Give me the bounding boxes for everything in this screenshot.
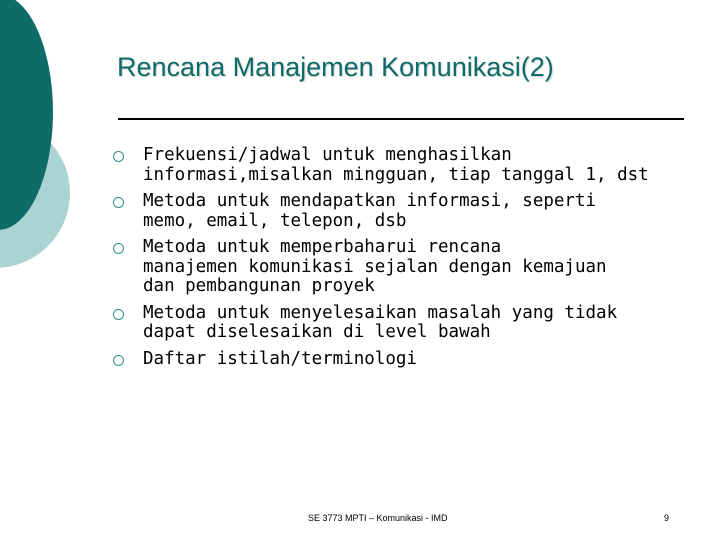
slide-title: Rencana Manajemen Komunikasi(2): [117, 52, 554, 82]
circle-bullet-icon: [113, 151, 124, 162]
bullet-text: Frekuensi/jadwal untuk menghasilkan informasi,misalkan mingguan, tiap tanggal 1, dst: [143, 145, 649, 185]
bullet-item: [113, 304, 693, 343]
title-divider: [118, 118, 684, 120]
page-number: 9: [664, 513, 670, 523]
bullet-item: [113, 146, 693, 185]
bullet-text: Metoda untuk mendapatkan informasi, seperti memo, email, telepon, dsb: [143, 191, 597, 231]
bullet-text: Metoda untuk memperbaharui rencana manajemen komunikasi sejalan dengan kemajuan dan pembangunan proyek: [143, 237, 607, 296]
bullet-text: Metoda untuk menyelesaikan masalah yang tidak dapat diselesaikan di level bawah: [143, 302, 618, 342]
bullet-list: [113, 146, 693, 376]
bullet-item: [113, 192, 693, 231]
circle-bullet-icon: [113, 309, 124, 320]
bullet-item: [113, 350, 693, 370]
circle-bullet-icon: [113, 243, 124, 254]
circle-bullet-icon: [113, 197, 124, 208]
corner-circles-decoration: [0, 0, 80, 300]
bullet-text: Daftar istilah/terminologi: [143, 348, 417, 369]
slide-footer: SE 3773 MPTI – Komunikasi - IMD: [308, 513, 448, 523]
bullet-item: [113, 238, 693, 297]
circle-bullet-icon: [113, 355, 124, 366]
